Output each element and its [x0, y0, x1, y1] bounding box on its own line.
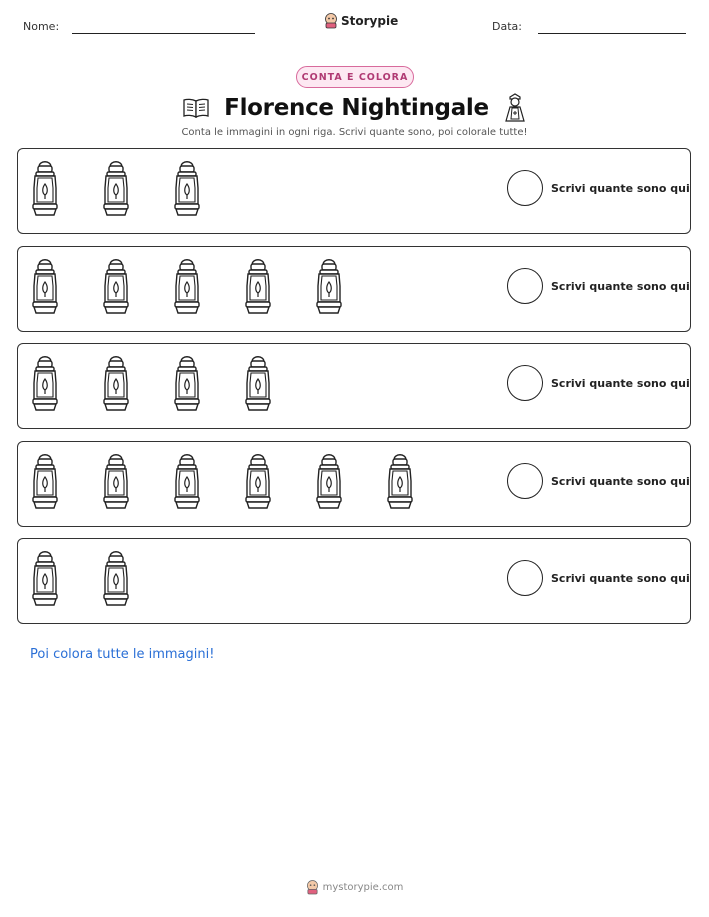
answer-circle[interactable] [507, 170, 543, 206]
answer-label: Scrivi quante sono qui [551, 474, 690, 488]
answer-label: Scrivi quante sono qui [551, 182, 690, 195]
lantern-icon[interactable] [28, 352, 62, 414]
date-line[interactable] [538, 33, 686, 34]
lantern-icon[interactable] [28, 157, 62, 219]
lantern-icon[interactable] [28, 450, 62, 512]
lantern-icon[interactable] [170, 157, 204, 219]
lantern-icon[interactable] [312, 255, 346, 317]
brand-name: Storypie [341, 14, 399, 28]
activity-badge: CONTA E COLORA [296, 66, 414, 88]
answer-circle[interactable] [507, 268, 543, 304]
title-row [0, 92, 709, 124]
count-row [17, 246, 691, 332]
storypie-logo-icon [306, 880, 319, 895]
footer-note: Poi colora tutte le immagini! [30, 647, 215, 662]
name-label: Nome: [23, 20, 60, 33]
footer [0, 880, 709, 895]
count-row [17, 538, 691, 624]
answer-circle[interactable] [507, 463, 543, 499]
answer-label: Scrivi quante sono qui [551, 377, 690, 390]
storypie-logo-icon [324, 13, 338, 29]
lantern-icon[interactable] [28, 547, 62, 609]
lantern-icon[interactable] [99, 157, 133, 219]
name-line[interactable] [72, 33, 255, 34]
date-label: Data: [492, 20, 522, 33]
lantern-icon[interactable] [170, 255, 204, 317]
footer-url[interactable]: mystorypie.com [322, 882, 404, 893]
answer-label: Scrivi quante sono qui [551, 572, 690, 585]
answer-circle[interactable] [507, 365, 543, 401]
open-book-icon [182, 97, 210, 119]
lantern-icon[interactable] [170, 450, 204, 512]
nurse-icon [503, 93, 527, 123]
answer-circle[interactable] [507, 560, 543, 596]
instructions: Conta le immagini in ogni riga. Scrivi quante sono, poi colorale tutte! [181, 127, 528, 138]
lantern-icon[interactable] [170, 352, 204, 414]
count-row [17, 441, 691, 527]
brand-logo [324, 13, 398, 29]
lantern-icon[interactable] [99, 450, 133, 512]
lantern-icon[interactable] [241, 352, 275, 414]
lantern-icon[interactable] [28, 255, 62, 317]
lantern-icon[interactable] [99, 255, 133, 317]
lantern-icon[interactable] [99, 352, 133, 414]
count-row [17, 148, 691, 234]
lantern-icon[interactable] [241, 450, 275, 512]
lantern-icon[interactable] [99, 547, 133, 609]
count-row [17, 343, 691, 429]
page-title: Florence Nightingale [224, 95, 489, 121]
lantern-icon[interactable] [241, 255, 275, 317]
answer-label: Scrivi quante sono qui [551, 279, 690, 293]
lantern-icon[interactable] [312, 450, 346, 512]
lantern-icon[interactable] [383, 450, 417, 512]
